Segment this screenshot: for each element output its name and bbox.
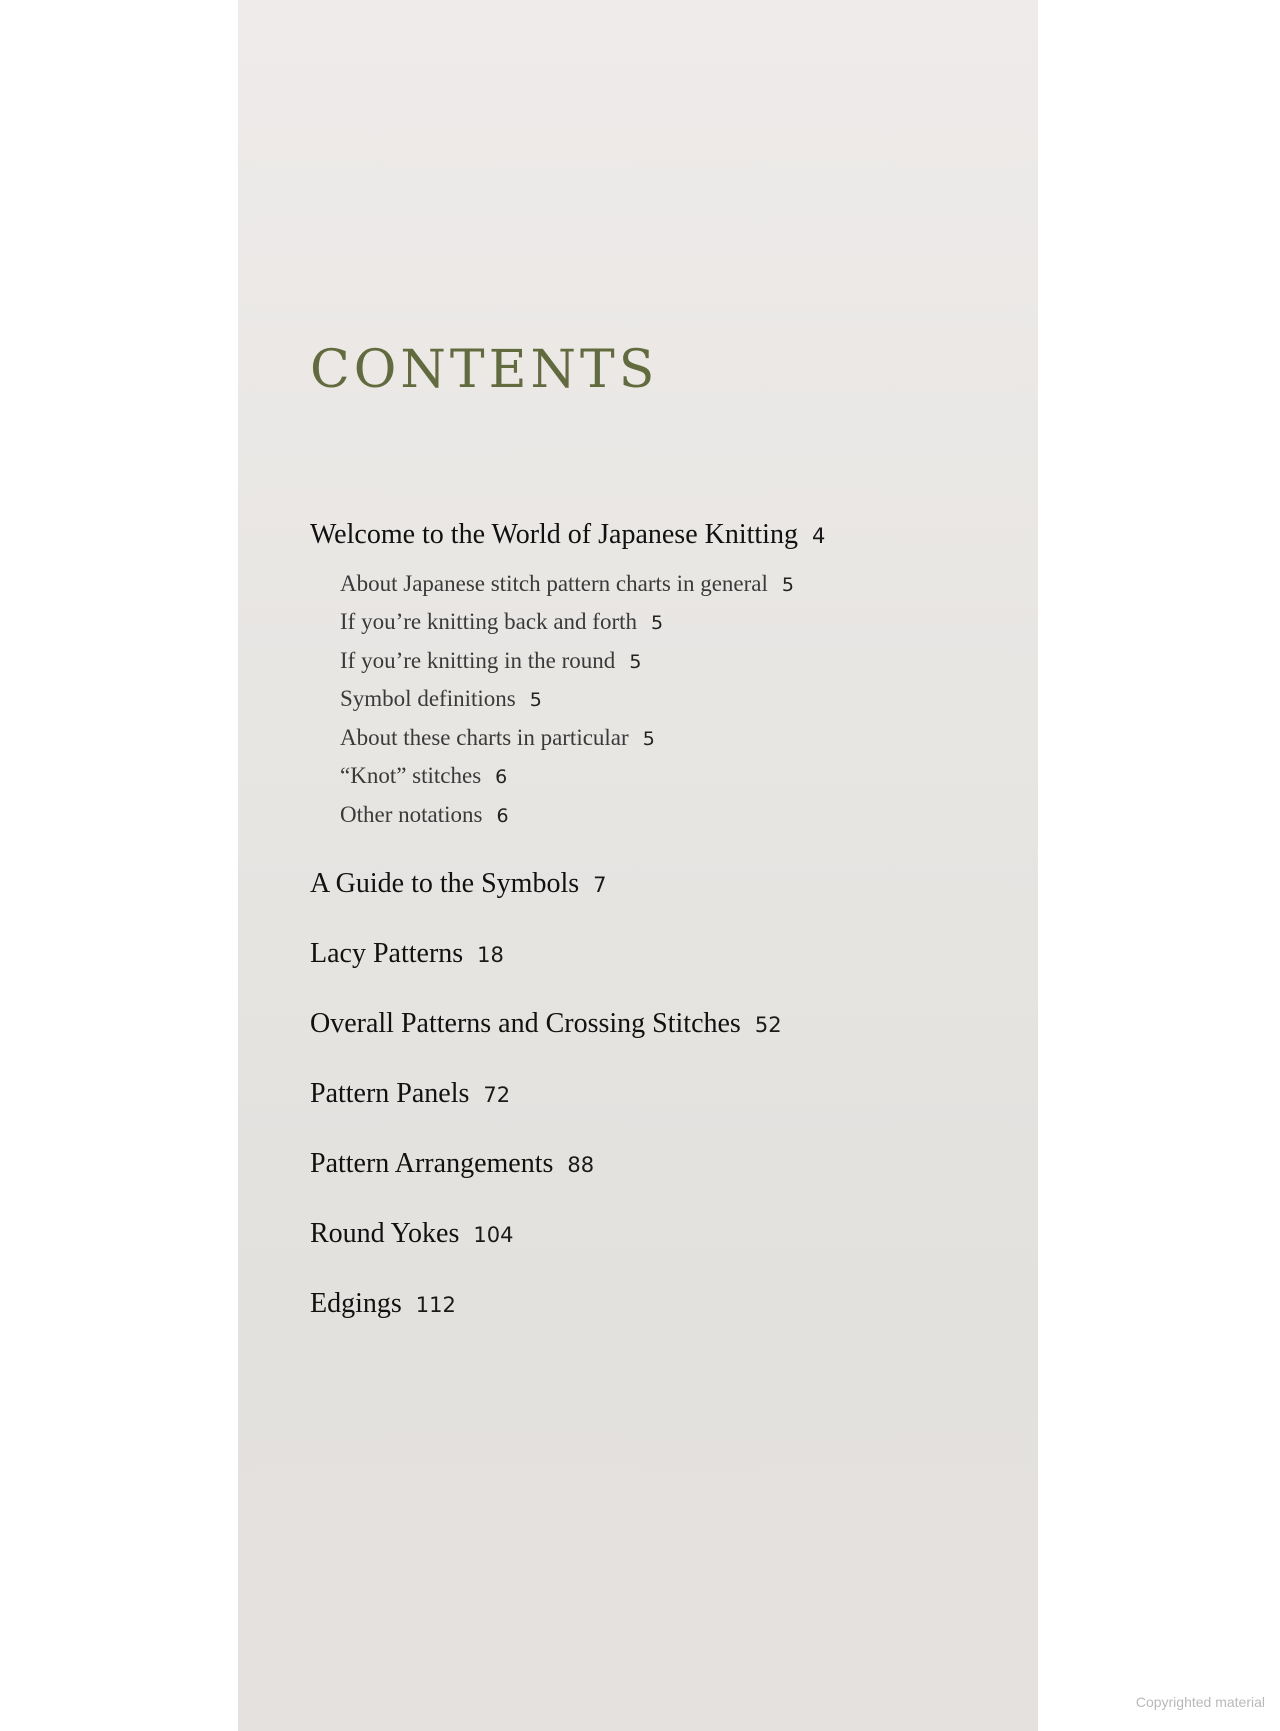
book-page [238, 0, 1038, 1731]
toc-page-number: 7 [593, 873, 607, 897]
toc-page-number: 6 [495, 766, 508, 788]
toc-section-lacy-patterns[interactable] [310, 940, 504, 968]
toc-page-number: 5 [529, 689, 542, 711]
toc-subsection-charts-general[interactable] [340, 572, 794, 595]
toc-subsection-label: Other notations [340, 802, 483, 827]
toc-subsection-label: About Japanese stitch pattern charts in general [340, 571, 768, 596]
toc-section-label: Overall Patterns and Crossing Stitches [310, 1008, 741, 1039]
toc-subsection-label: If you’re knitting in the round [340, 648, 616, 673]
toc-section-label: Pattern Panels [310, 1078, 470, 1109]
toc-page-number: 5 [629, 651, 642, 673]
contents-heading: CONTENTS [310, 340, 659, 400]
toc-page-number: 52 [754, 1013, 782, 1037]
toc-section-guide-to-symbols[interactable] [310, 870, 607, 898]
toc-page-number: 6 [496, 805, 509, 827]
toc-subsection-label: If you’re knitting back and forth [340, 609, 637, 634]
toc-subsection-knot-stitches[interactable] [340, 764, 507, 787]
toc-page-number: 5 [642, 728, 655, 750]
toc-section-label: Welcome to the World of Japanese Knitting [310, 519, 798, 550]
toc-subsection-label: “Knot” stitches [340, 763, 482, 788]
toc-page-number: 112 [415, 1293, 456, 1317]
toc-section-overall-patterns[interactable] [310, 1010, 782, 1038]
toc-section-label: A Guide to the Symbols [310, 868, 580, 899]
toc-subsection-symbol-definitions[interactable] [340, 687, 542, 710]
toc-section-pattern-arrangements[interactable] [310, 1150, 594, 1178]
copyright-notice: Copyrighted material [1135, 1694, 1265, 1710]
toc-subsection-back-and-forth[interactable] [340, 610, 663, 633]
toc-page-number: 104 [473, 1223, 514, 1247]
toc-page-number: 4 [811, 524, 826, 548]
toc-section-pattern-panels[interactable] [310, 1080, 510, 1108]
toc-section-label: Lacy Patterns [310, 938, 464, 969]
toc-page-number: 5 [651, 612, 664, 634]
toc-subsection-in-the-round[interactable] [340, 649, 641, 672]
toc-page-number: 72 [483, 1083, 511, 1107]
toc-section-edgings[interactable] [310, 1290, 456, 1318]
toc-section-round-yokes[interactable] [310, 1220, 513, 1248]
toc-section-label: Round Yokes [310, 1218, 460, 1249]
toc-subsection-other-notations[interactable] [340, 803, 509, 826]
toc-section-welcome[interactable] [310, 521, 825, 549]
toc-subsection-label: About these charts in particular [340, 725, 629, 750]
toc-section-label: Pattern Arrangements [310, 1148, 554, 1179]
toc-section-label: Edgings [310, 1288, 402, 1319]
toc-subsection-label: Symbol definitions [340, 686, 516, 711]
toc-subsection-these-charts[interactable] [340, 726, 655, 749]
toc-page-number: 18 [477, 943, 504, 967]
toc-page-number: 5 [781, 574, 794, 596]
toc-page-number: 88 [567, 1153, 595, 1177]
